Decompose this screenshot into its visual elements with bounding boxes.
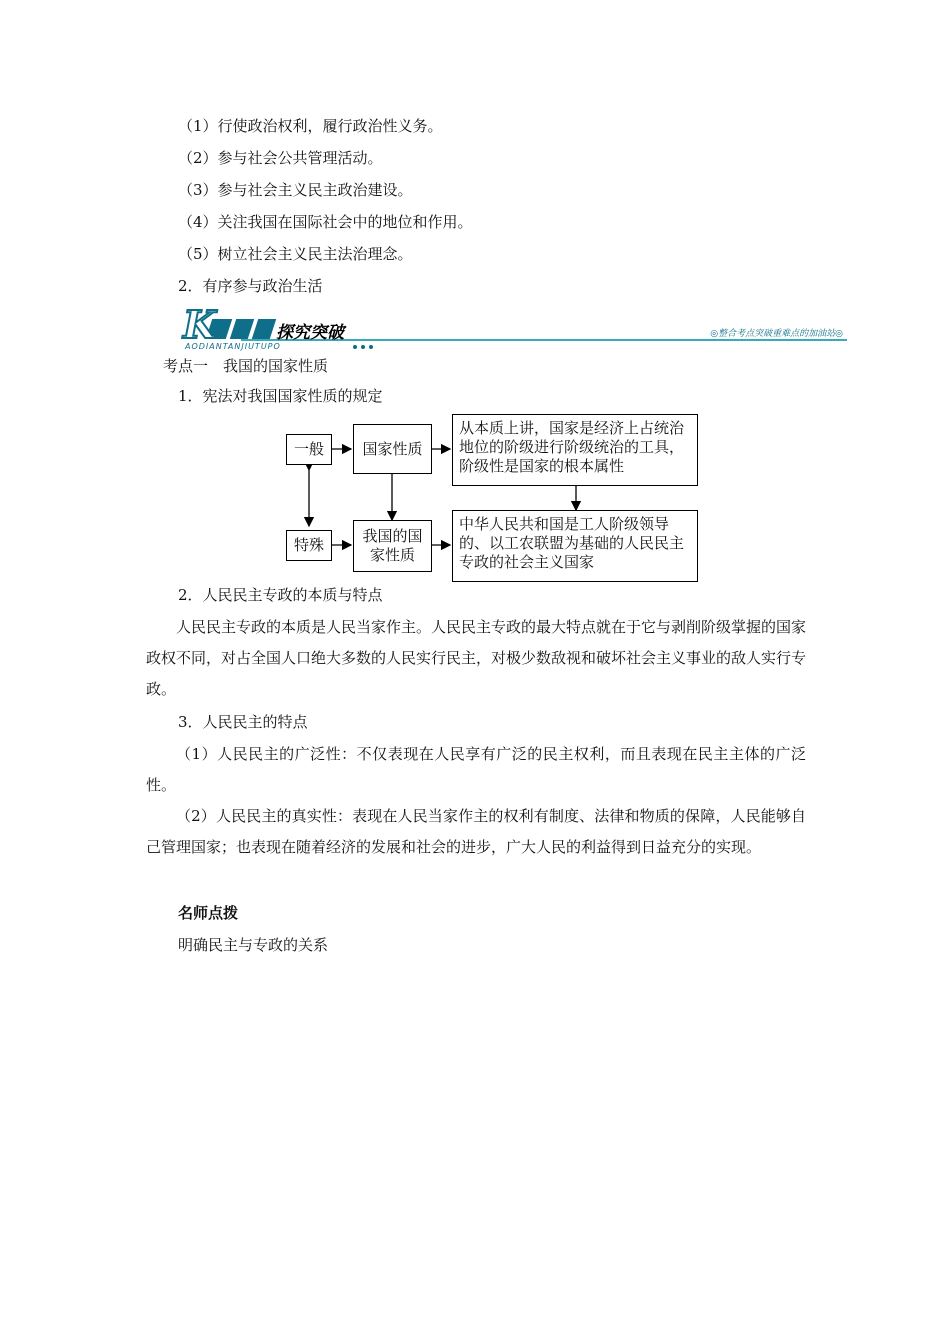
paragraph-breadth: （1）人民民主的广泛性：不仅表现在人民享有广泛的民主权利，而且表现在民主主体的广泛性。	[146, 745, 806, 794]
paragraph-authenticity: （2）人民民主的真实性：表现在人民当家作主的权利有制度、法律和物质的保障，人民能够自己管理国家；也表现在随着经济的发展和社会的进步，广大人民的利益得到日益充分的实现。	[146, 807, 806, 856]
banner-pinyin: AODIANTANJIUTUPO	[185, 342, 281, 351]
box-special	[286, 530, 332, 561]
box-special-label: 特殊	[293, 536, 324, 554]
box-our-state-nature-label: 我国的国家性质	[362, 527, 423, 564]
box-desc-general	[452, 414, 698, 486]
list-item: （3）参与社会主义民主政治建设。	[178, 181, 413, 199]
box-desc-special-label: 中华人民共和国是工人阶级领导的、以工农联盟为基础的人民民主专政的社会主义国家	[459, 515, 685, 571]
tip-title: 名师点拨	[178, 904, 239, 922]
banner-letter-icon: K	[183, 302, 217, 347]
kaodian-title: 考点一 我国的国家性质	[163, 357, 329, 375]
box-our-state-nature	[353, 520, 432, 572]
paragraph-dictatorship: 人民民主专政的本质是人民当家作主。人民民主专政的最大特点就在于它与剥削阶级掌握的国家政权不同，对占全国人口绝大多数的人民实行民主，对极少数敌视和破坏社会主义事业的敌人实行专政。	[146, 618, 807, 698]
banner-slogan: ◎整合考点突破重难点的加油站◎	[710, 329, 843, 339]
list-item: （1）行使政治权利，履行政治性义务。	[178, 117, 443, 135]
box-desc-general-label: 从本质上讲，国家是经济上占统治地位的阶级进行阶级统治的工具，阶级性是国家的根本属性	[459, 419, 685, 475]
section-heading: 2．有序参与政治生活	[178, 277, 323, 295]
box-state-nature	[353, 424, 432, 474]
tip-text: 明确民主与专政的关系	[178, 936, 329, 954]
list-item: （4）关注我国在国际社会中的地位和作用。	[178, 213, 473, 231]
banner-title: 探究突破	[276, 323, 344, 343]
box-desc-special	[452, 510, 698, 582]
list-item: （2）参与社会公共管理活动。	[178, 149, 383, 167]
subsection-heading: 1．宪法对我国国家性质的规定	[178, 387, 383, 405]
list-item: （5）树立社会主义民主法治理念。	[178, 245, 413, 263]
box-state-nature-label: 国家性质	[362, 439, 423, 458]
box-general-label: 一般	[293, 440, 324, 458]
subsection-heading: 2．人民民主专政的本质与特点	[178, 586, 383, 604]
box-general	[286, 434, 332, 465]
subsection-heading: 3．人民民主的特点	[178, 713, 308, 731]
